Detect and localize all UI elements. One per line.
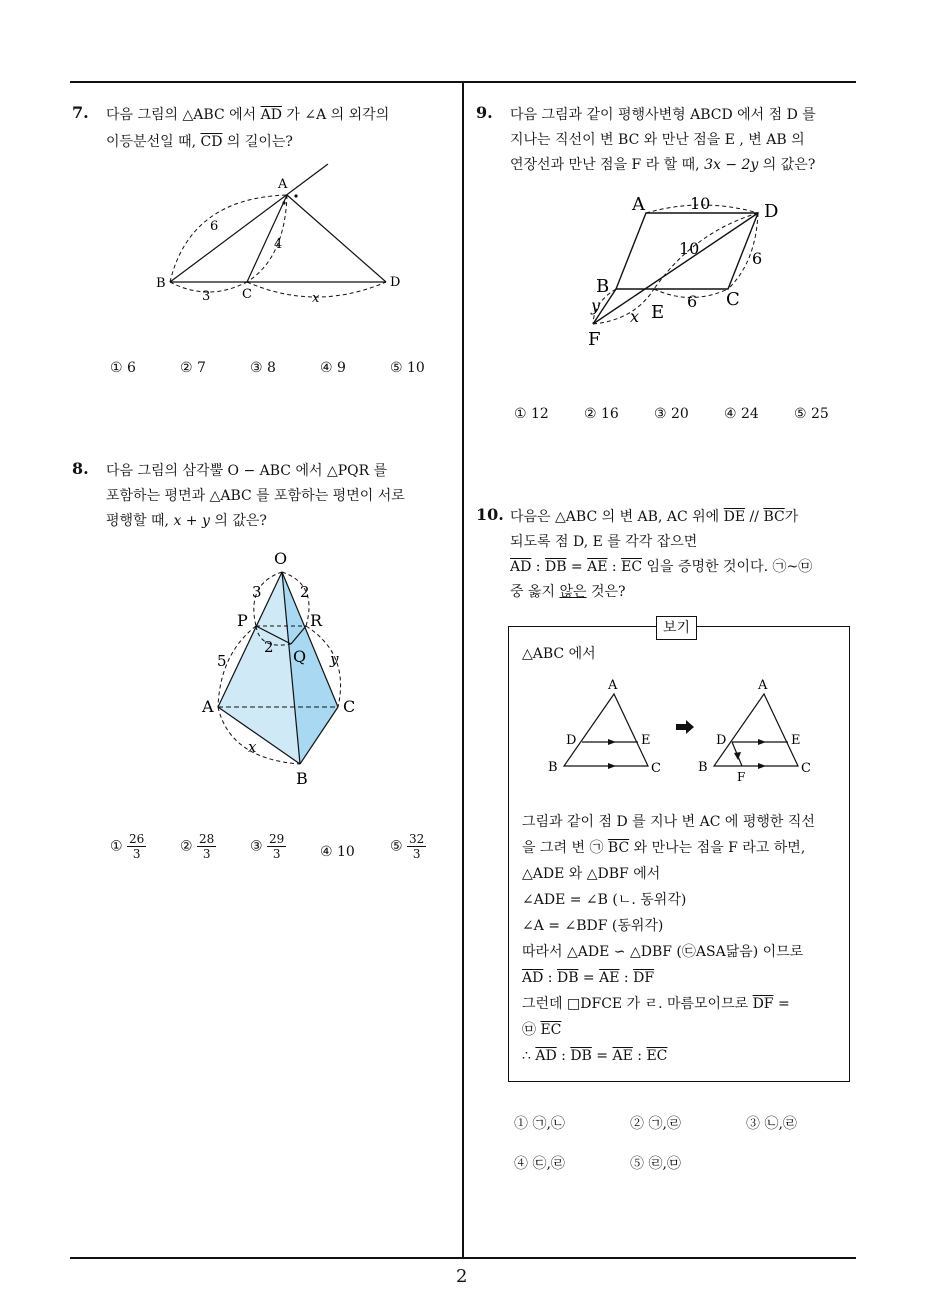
segment-label: $\overline{AE}$ bbox=[599, 970, 620, 986]
length-label-x: x bbox=[630, 307, 640, 326]
point-c-label: C bbox=[726, 289, 740, 310]
segment-label: $\overline{BC}$ bbox=[763, 509, 785, 525]
point-b-label: B bbox=[296, 769, 308, 788]
text: : bbox=[531, 559, 545, 575]
choice-1[interactable]: ① ㉠,㉡ bbox=[514, 1116, 565, 1132]
parallel-arrow bbox=[608, 739, 616, 745]
point-d-label: D bbox=[764, 201, 779, 222]
text: : bbox=[556, 1048, 571, 1064]
triangle-abc-2 bbox=[714, 694, 798, 766]
denominator: 3 bbox=[132, 847, 141, 861]
question-text-line bbox=[510, 555, 812, 580]
point-f-label: F bbox=[737, 770, 746, 784]
numerator: 32 bbox=[409, 832, 425, 846]
choice-mark: ③ bbox=[250, 838, 263, 855]
segment-label: $\overline{DB}$ bbox=[570, 1048, 592, 1064]
choice-mark: ⑤ bbox=[390, 838, 403, 855]
q9-parallelogram-figure bbox=[574, 192, 804, 352]
point-e-label: E bbox=[791, 733, 801, 748]
choice-3[interactable]: ③ 8 bbox=[250, 360, 276, 376]
text: : bbox=[543, 970, 557, 986]
segment-ad bbox=[287, 195, 386, 282]
arrow-right-icon bbox=[676, 720, 694, 734]
proof-line: △ABC 에서 bbox=[522, 646, 596, 662]
text: 의 길이는? bbox=[222, 134, 293, 150]
point-a-label: A bbox=[202, 697, 214, 716]
point-d-label: D bbox=[566, 733, 577, 748]
proof-line: ∠ADE = ∠B (ㄴ. 동위각) bbox=[522, 892, 687, 908]
length-label-x: x bbox=[312, 291, 320, 306]
question-text-line: 포함하는 평면과 △ABC 를 포함하는 평면이 서로 bbox=[106, 488, 405, 504]
question-text-line bbox=[106, 509, 267, 534]
segment-label: $\overline{DB}$ bbox=[556, 970, 579, 986]
question-text-line bbox=[510, 153, 815, 178]
fraction bbox=[267, 832, 286, 861]
point-c-label: C bbox=[242, 287, 252, 302]
choice-mark: ② bbox=[180, 838, 193, 855]
q7-triangle-figure bbox=[150, 158, 410, 308]
text: 다음 그림의 △ABC 에서 bbox=[106, 107, 261, 123]
choice-1[interactable]: ① 12 bbox=[514, 406, 549, 422]
point-e-label: E bbox=[641, 733, 651, 748]
point-d-label: D bbox=[390, 275, 401, 290]
choice-5[interactable]: ⑤ 25 bbox=[794, 406, 829, 422]
page-number: 2 bbox=[456, 1266, 468, 1287]
segment-label: $\overline{AD}$ bbox=[260, 107, 282, 123]
segment-label: $\overline{AD}$ bbox=[510, 559, 532, 575]
segment-label: $\overline{AD}$ bbox=[522, 970, 544, 986]
text: 임을 증명한 것이다. ㉠~㉤ bbox=[642, 559, 813, 575]
choice-5[interactable]: ⑤ 10 bbox=[390, 360, 425, 376]
segment-label: $\overline{DB}$ bbox=[544, 559, 567, 575]
proof-line: △ADE 와 △DBF 에서 bbox=[522, 866, 661, 882]
segment-label: $\overline{DE}$ bbox=[723, 509, 746, 525]
text: = bbox=[578, 970, 600, 986]
point-a-label: A bbox=[608, 678, 618, 693]
choice-2[interactable] bbox=[180, 832, 216, 861]
choice-3[interactable] bbox=[250, 832, 286, 861]
triangle-abc-1 bbox=[564, 694, 648, 766]
segment-label: $\overline{BC}$ bbox=[607, 840, 630, 856]
underlined-text: 않은 bbox=[559, 584, 587, 600]
text: 와 만나는 점을 F 라고 하면, bbox=[629, 840, 806, 856]
question-text-line: 다음 그림의 삼각뿔 O − ABC 에서 △PQR 를 bbox=[106, 463, 388, 479]
text: 연장선과 만난 점을 F 라 할 때, bbox=[510, 157, 705, 173]
text: 을 그려 변 ㉠ bbox=[522, 840, 608, 856]
denominator: 3 bbox=[412, 847, 421, 861]
segment-label: $\overline{AD}$ bbox=[535, 1048, 557, 1064]
segment-label: $\overline{EC}$ bbox=[646, 1048, 668, 1064]
length-label-2-pq: 2 bbox=[264, 638, 274, 656]
choice-2[interactable]: ② 16 bbox=[584, 406, 619, 422]
point-r-label: R bbox=[310, 611, 323, 630]
length-label-6-ec: 6 bbox=[687, 292, 698, 311]
angle-mark bbox=[282, 201, 285, 204]
segment-label: $\overline{CD}$ bbox=[200, 134, 223, 150]
point-b-label: B bbox=[596, 276, 610, 297]
segment-label: $\overline{DF}$ bbox=[633, 970, 655, 986]
proof-line bbox=[522, 836, 805, 861]
point-c-label: C bbox=[343, 697, 356, 716]
segment-label: $\overline{DF}$ bbox=[752, 996, 774, 1012]
point-e-label: E bbox=[651, 302, 665, 323]
fraction bbox=[127, 832, 146, 861]
bottom-rule bbox=[70, 1257, 856, 1259]
question-9 bbox=[474, 100, 854, 430]
length-label-y: y bbox=[591, 296, 601, 315]
proof-line bbox=[522, 1044, 667, 1069]
length-label-2: 2 bbox=[300, 583, 310, 601]
choice-3[interactable]: ③ ㉡,㉣ bbox=[746, 1116, 797, 1132]
text: 그런데 □DFCE 가 ㄹ. 마름모이므로 bbox=[522, 996, 753, 1012]
choice-4[interactable]: ④ 24 bbox=[724, 406, 759, 422]
choice-3[interactable]: ③ 20 bbox=[654, 406, 689, 422]
parallel-arrow bbox=[758, 739, 766, 745]
denominator: 3 bbox=[272, 847, 281, 861]
numerator: 26 bbox=[129, 832, 145, 846]
question-text-line: 다음 그림과 같이 평행사변형 ABCD 에서 점 D 를 bbox=[510, 107, 816, 123]
parallel-arrow bbox=[734, 752, 741, 760]
text: 평행할 때, bbox=[106, 513, 174, 529]
segment-label: $\overline{EC}$ bbox=[621, 559, 643, 575]
choice-2[interactable]: ② ㉠,㉣ bbox=[630, 1116, 681, 1132]
point-b-label: B bbox=[698, 760, 708, 775]
point-o-label: O bbox=[274, 549, 288, 568]
line-b-a-extended bbox=[170, 164, 328, 282]
text: 가 bbox=[784, 509, 799, 525]
parallel-arrow bbox=[608, 763, 616, 769]
text: 의 값은? bbox=[758, 157, 816, 173]
length-label-6: 6 bbox=[210, 219, 219, 234]
fraction bbox=[197, 832, 216, 861]
point-b-label: B bbox=[548, 760, 558, 775]
proof-line: ∠A = ∠BDF (동위각) bbox=[522, 918, 664, 934]
question-8 bbox=[70, 456, 450, 876]
question-10 bbox=[474, 502, 864, 1182]
segment-label: $\overline{AE}$ bbox=[612, 1048, 633, 1064]
numerator: 29 bbox=[269, 832, 285, 846]
point-p-label: P bbox=[237, 611, 248, 630]
choice-mark: ④ bbox=[320, 844, 333, 860]
text: : bbox=[619, 970, 634, 986]
question-number: 9. bbox=[476, 103, 493, 122]
choice-4[interactable]: ④ ㉢,㉣ bbox=[514, 1156, 565, 1172]
text: : bbox=[607, 559, 622, 575]
question-text-line bbox=[510, 580, 626, 605]
text: 것은? bbox=[586, 584, 626, 600]
text: = bbox=[566, 559, 588, 575]
point-d-label: D bbox=[716, 733, 727, 748]
point-a-label: A bbox=[632, 194, 645, 215]
text: 가 ∠A 의 외각의 bbox=[281, 107, 390, 123]
question-text-line: 되도록 점 D, E 를 각각 잡으면 bbox=[510, 534, 698, 550]
numerator: 28 bbox=[199, 832, 215, 846]
choice-1[interactable] bbox=[110, 832, 146, 861]
math-expression: x + y bbox=[173, 513, 210, 529]
segment-label: $\overline{AE}$ bbox=[587, 559, 608, 575]
choice-2[interactable]: ② 7 bbox=[180, 360, 206, 376]
angle-mark bbox=[294, 194, 297, 197]
length-label-3: 3 bbox=[202, 289, 211, 304]
proof-line: 그림과 같이 점 D 를 지나 변 AC 에 평행한 직선 bbox=[522, 814, 815, 830]
fraction bbox=[407, 832, 426, 861]
text: 다음은 △ABC 의 변 AB, AC 위에 bbox=[510, 509, 724, 525]
question-text-line: 지나는 직선이 변 BC 와 만난 점을 E , 변 AB 의 bbox=[510, 132, 805, 148]
question-number: 10. bbox=[476, 505, 504, 524]
proof-line bbox=[522, 992, 790, 1017]
length-label-5: 5 bbox=[217, 652, 227, 670]
length-label-x: x bbox=[248, 738, 257, 756]
point-a-label: A bbox=[758, 678, 768, 693]
choice-4[interactable] bbox=[320, 840, 355, 865]
choice-5[interactable]: ⑤ ㉣,㉤ bbox=[630, 1156, 681, 1172]
question-text-line bbox=[106, 103, 389, 128]
choice-1[interactable]: ① 6 bbox=[110, 360, 136, 376]
length-label-3: 3 bbox=[252, 583, 262, 601]
point-f-label: F bbox=[588, 329, 601, 350]
point-a-label: A bbox=[278, 177, 288, 192]
text: 이등분선일 때, bbox=[106, 134, 201, 150]
question-number: 8. bbox=[72, 459, 89, 478]
text: 중 옳지 bbox=[510, 584, 560, 600]
proof-line bbox=[522, 966, 654, 991]
proof-line: 따라서 △ADE ∽ △DBF (㉢ASA닮음) 이므로 bbox=[522, 944, 804, 960]
question-text-line bbox=[510, 505, 798, 530]
q8-pyramid-figure bbox=[190, 544, 390, 794]
point-q-label: Q bbox=[293, 647, 307, 666]
segment-label: $\overline{EC}$ bbox=[540, 1022, 562, 1038]
proof-line bbox=[522, 1018, 561, 1043]
choice-value: 10 bbox=[337, 844, 355, 860]
question-7 bbox=[70, 100, 450, 390]
question-number: 7. bbox=[72, 103, 89, 122]
point-c-label: C bbox=[651, 761, 661, 776]
length-label-10-de: 10 bbox=[679, 239, 700, 258]
length-label-10-ad: 10 bbox=[690, 194, 711, 213]
text: // bbox=[745, 509, 764, 525]
point-c-label: C bbox=[801, 761, 811, 776]
choice-5[interactable] bbox=[390, 832, 426, 861]
text: ㉤ bbox=[522, 1022, 541, 1038]
text: ∴ bbox=[522, 1048, 536, 1064]
denominator: 3 bbox=[202, 847, 211, 861]
length-label-6-dc: 6 bbox=[752, 249, 763, 268]
q10-triangles-figure bbox=[544, 674, 834, 789]
point-b-label: B bbox=[156, 276, 166, 291]
text: = bbox=[591, 1048, 613, 1064]
text: = bbox=[773, 996, 790, 1012]
length-label-y: y bbox=[330, 650, 339, 668]
proof-box-title: 보기 bbox=[656, 616, 697, 640]
parallel-arrow bbox=[758, 763, 766, 769]
choice-mark: ① bbox=[110, 838, 123, 855]
length-label-4: 4 bbox=[274, 237, 283, 252]
choice-4[interactable]: ④ 9 bbox=[320, 360, 346, 376]
column-divider bbox=[462, 82, 464, 1259]
math-expression: 3x − 2y bbox=[704, 157, 759, 173]
text: : bbox=[632, 1048, 647, 1064]
question-text-line bbox=[106, 130, 293, 155]
text: 의 값은? bbox=[209, 513, 267, 529]
